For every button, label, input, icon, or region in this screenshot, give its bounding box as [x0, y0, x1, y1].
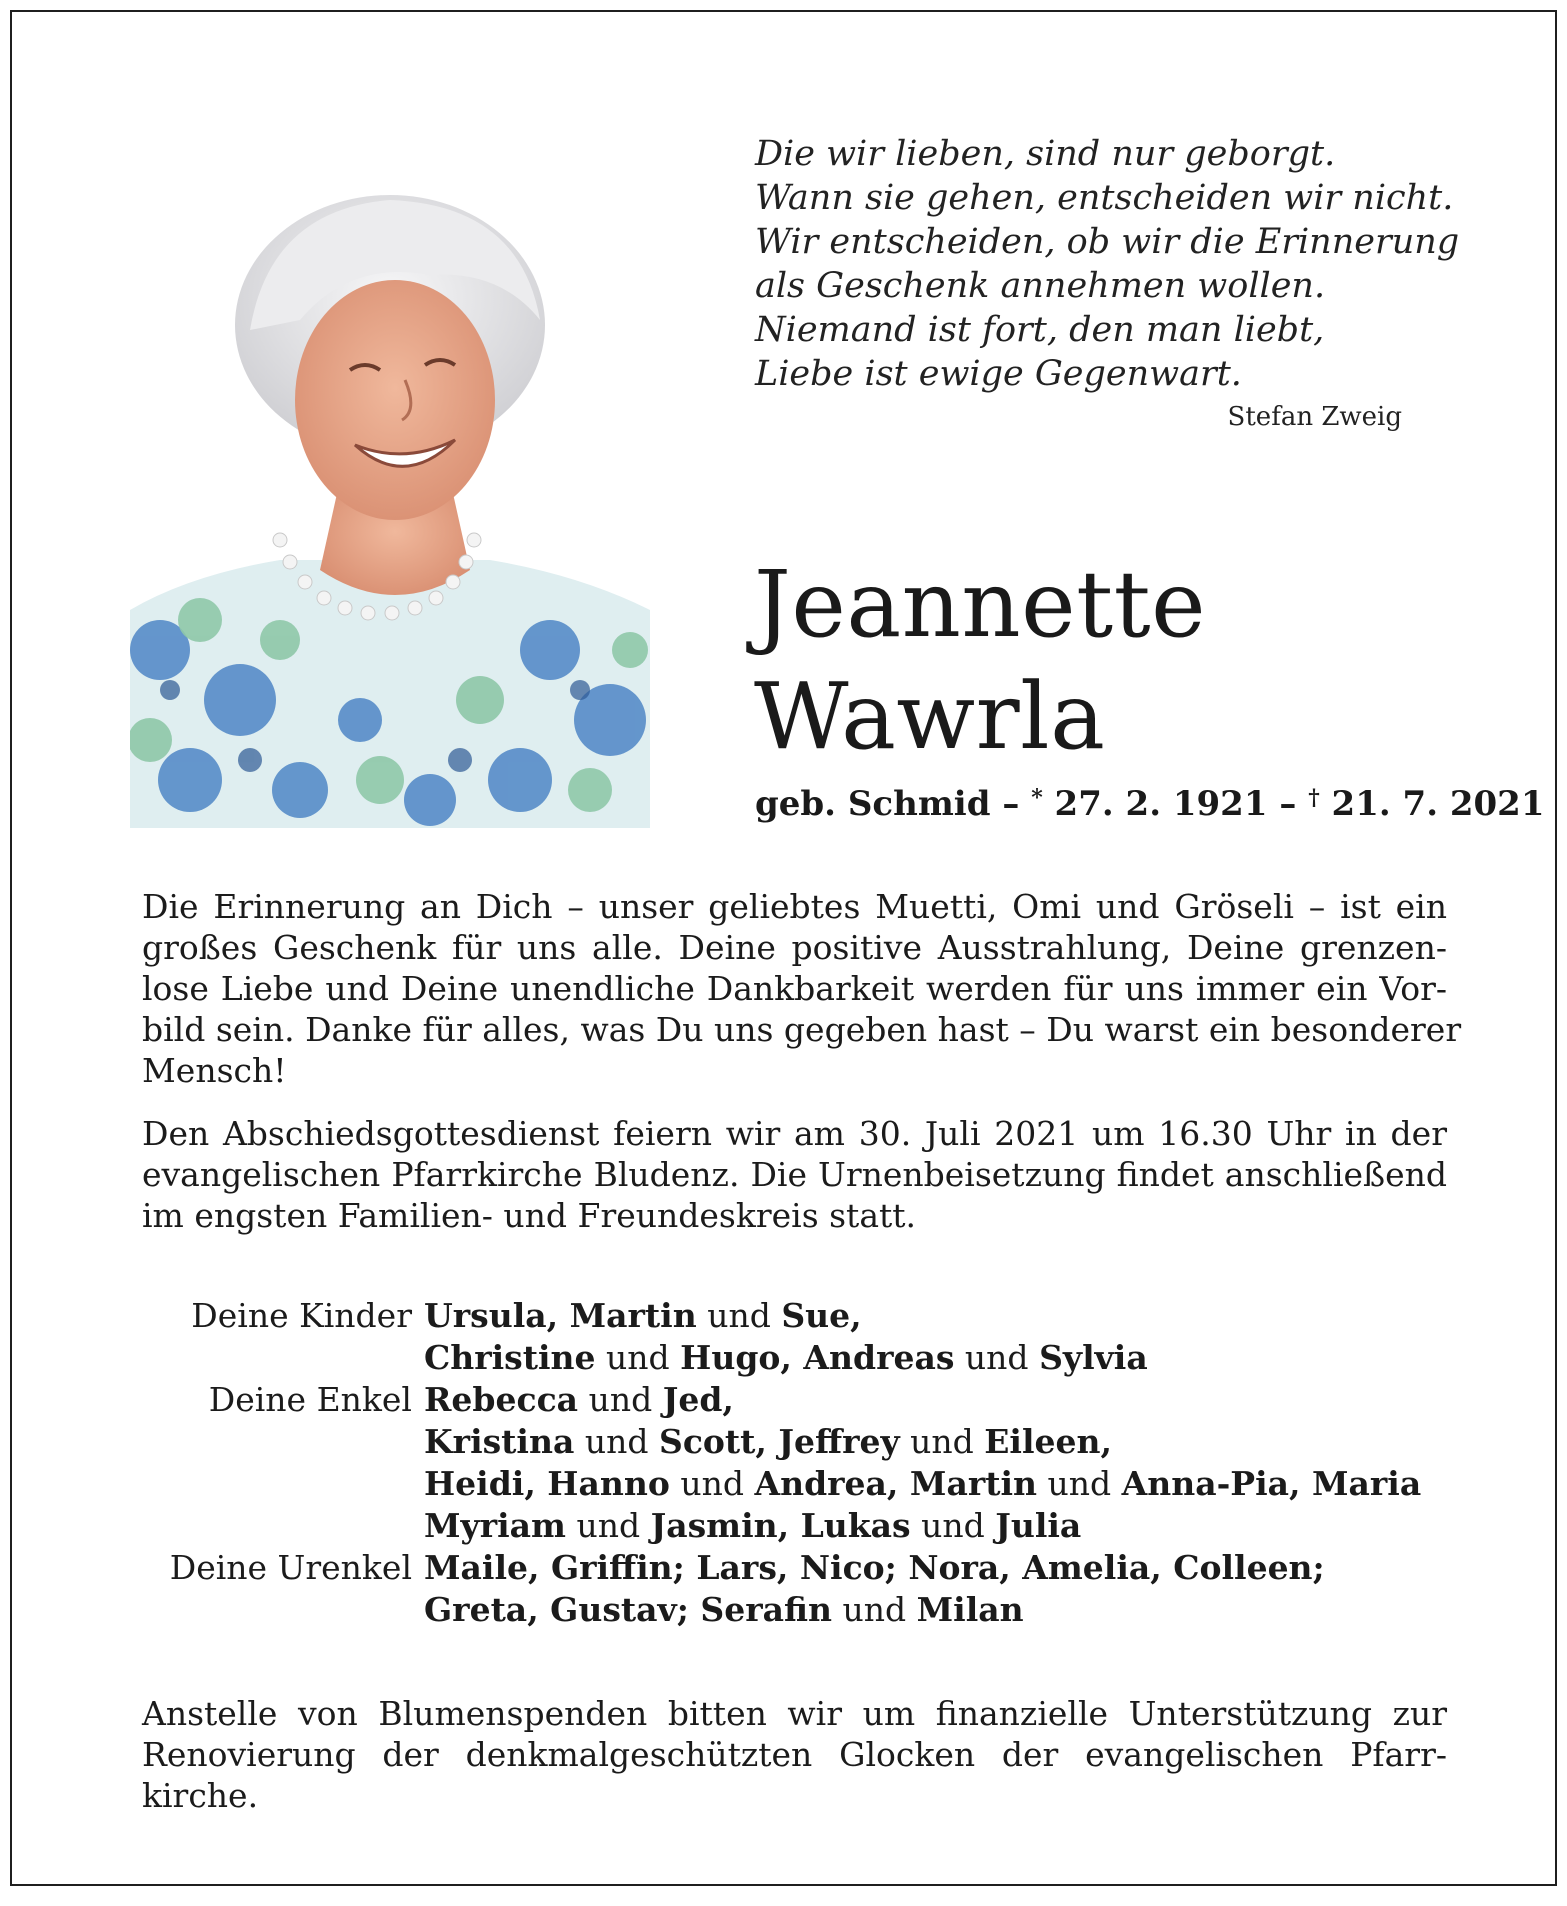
- names: Milan: [916, 1590, 1024, 1629]
- names: Scott, Jeffrey: [658, 1422, 900, 1461]
- text-line: im engsten Familien- und Freundeskreis statt.: [142, 1196, 917, 1235]
- names-line: [424, 1505, 1462, 1547]
- names: Eileen,: [984, 1422, 1112, 1461]
- text-line: Anstelle von Blumenspenden bitten wir um finanzielle Unterstützung zur: [142, 1694, 1447, 1733]
- quote-line: Wann sie gehen, entscheiden wir nicht.: [755, 178, 1454, 218]
- text-line: Mensch!: [142, 1051, 287, 1090]
- names: Christine: [424, 1338, 596, 1377]
- memorial-paragraph: [142, 886, 1462, 1091]
- conjunction: und: [707, 1296, 771, 1335]
- family-names: [424, 1547, 1462, 1631]
- conjunction: und: [842, 1590, 907, 1629]
- conjunction: und: [584, 1422, 649, 1461]
- names-line: [424, 1463, 1462, 1505]
- life-dates: [755, 784, 1545, 824]
- text-line: kirche.: [142, 1776, 259, 1815]
- family-names: [424, 1379, 1462, 1547]
- text-line: Die Erinnerung an Dich – unser geliebtes Muetti, Omi und Gröseli – ist ein: [142, 887, 1447, 926]
- names-line: [424, 1589, 1462, 1631]
- names: Heidi, Hanno: [424, 1464, 670, 1503]
- family-names: [424, 1295, 1462, 1379]
- quote: [755, 132, 1460, 396]
- separator: –: [990, 784, 1032, 824]
- text-line: evangelischen Pfarrkirche Bludenz. Die Urnenbeisetzung findet anschließend: [142, 1155, 1447, 1194]
- conjunction: und: [964, 1338, 1029, 1377]
- first-name: Jeannette: [754, 551, 1207, 658]
- quote-line: Liebe ist ewige Gegenwart.: [755, 354, 1242, 394]
- names: Andrea, Martin: [754, 1464, 1037, 1503]
- names: Ursula, Martin: [424, 1296, 697, 1335]
- names: Jasmin, Lukas: [650, 1506, 911, 1545]
- family-group-kinder: [142, 1295, 1462, 1379]
- donation-paragraph: [142, 1693, 1447, 1816]
- mourners-list: [142, 1295, 1462, 1631]
- names: Sue,: [781, 1296, 862, 1335]
- text-line: bild sein. Danke für alles, was Du uns gegeben hast – Du warst ein besonderer: [142, 1010, 1462, 1049]
- text-line: großes Geschenk für uns alle. Deine positive Ausstrahlung, Deine grenzen-: [142, 928, 1447, 967]
- born-symbol: *: [1031, 785, 1043, 811]
- birth-date: 27. 2. 1921: [1054, 784, 1268, 824]
- conjunction: und: [1047, 1464, 1112, 1503]
- names: Hugo, Andreas: [680, 1338, 955, 1377]
- names: Myriam: [424, 1506, 566, 1545]
- family-group-enkel: [142, 1379, 1462, 1547]
- conjunction: und: [576, 1506, 641, 1545]
- obituary-notice: [10, 10, 1557, 1886]
- quote-line: Niemand ist fort, den man liebt,: [755, 310, 1325, 350]
- names: Rebecca: [424, 1380, 579, 1419]
- family-group-urenkel: [142, 1547, 1462, 1631]
- quote-line: als Geschenk annehmen wollen.: [755, 266, 1326, 306]
- family-label: Deine Enkel: [208, 1380, 412, 1419]
- family-label: Deine Kinder: [191, 1296, 412, 1335]
- names-line: [424, 1547, 1462, 1589]
- names: Kristina: [424, 1422, 575, 1461]
- names-line: [424, 1421, 1462, 1463]
- names: Greta, Gustav; Serafin: [424, 1590, 832, 1629]
- quote-line: Wir entscheiden, ob wir die Erinnerung: [755, 222, 1460, 262]
- names-line: [424, 1337, 1462, 1379]
- quote-line: Die wir lieben, sind nur geborgt.: [755, 134, 1336, 174]
- quote-author: Stefan Zweig: [1227, 402, 1402, 432]
- last-name: Wawrla: [754, 663, 1106, 770]
- text-line: Den Abschiedsgottesdienst feiern wir am 30. Juli 2021 um 16.30 Uhr in der: [142, 1114, 1447, 1153]
- family-label: Deine Urenkel: [169, 1548, 412, 1587]
- conjunction: und: [606, 1338, 670, 1377]
- deceased-name: [754, 549, 1514, 773]
- death-date: 21. 7. 2021: [1331, 784, 1545, 824]
- portrait-photo: [130, 180, 650, 828]
- conjunction: und: [588, 1380, 653, 1419]
- names: Maile, Griffin; Lars, Nico; Nora, Amelia, Colleen;: [424, 1548, 1325, 1587]
- conjunction: und: [921, 1506, 985, 1545]
- names-line: [424, 1379, 1462, 1421]
- names-line: [424, 1295, 1462, 1337]
- text-line: Renovierung der denkmalgeschützten Glocken der evangelischen Pfarr-: [142, 1735, 1447, 1774]
- died-symbol: †: [1308, 785, 1320, 811]
- names: Julia: [995, 1506, 1082, 1545]
- separator: –: [1267, 784, 1309, 824]
- names: Sylvia: [1039, 1338, 1148, 1377]
- conjunction: und: [680, 1464, 744, 1503]
- names: Anna-Pia, Maria: [1121, 1464, 1422, 1503]
- service-paragraph: [142, 1113, 1447, 1236]
- conjunction: und: [910, 1422, 974, 1461]
- birth-name: geb. Schmid: [755, 784, 991, 824]
- text-line: lose Liebe und Deine unendliche Dankbarkeit werden für uns immer ein Vor-: [142, 969, 1447, 1008]
- names: Jed,: [662, 1380, 734, 1419]
